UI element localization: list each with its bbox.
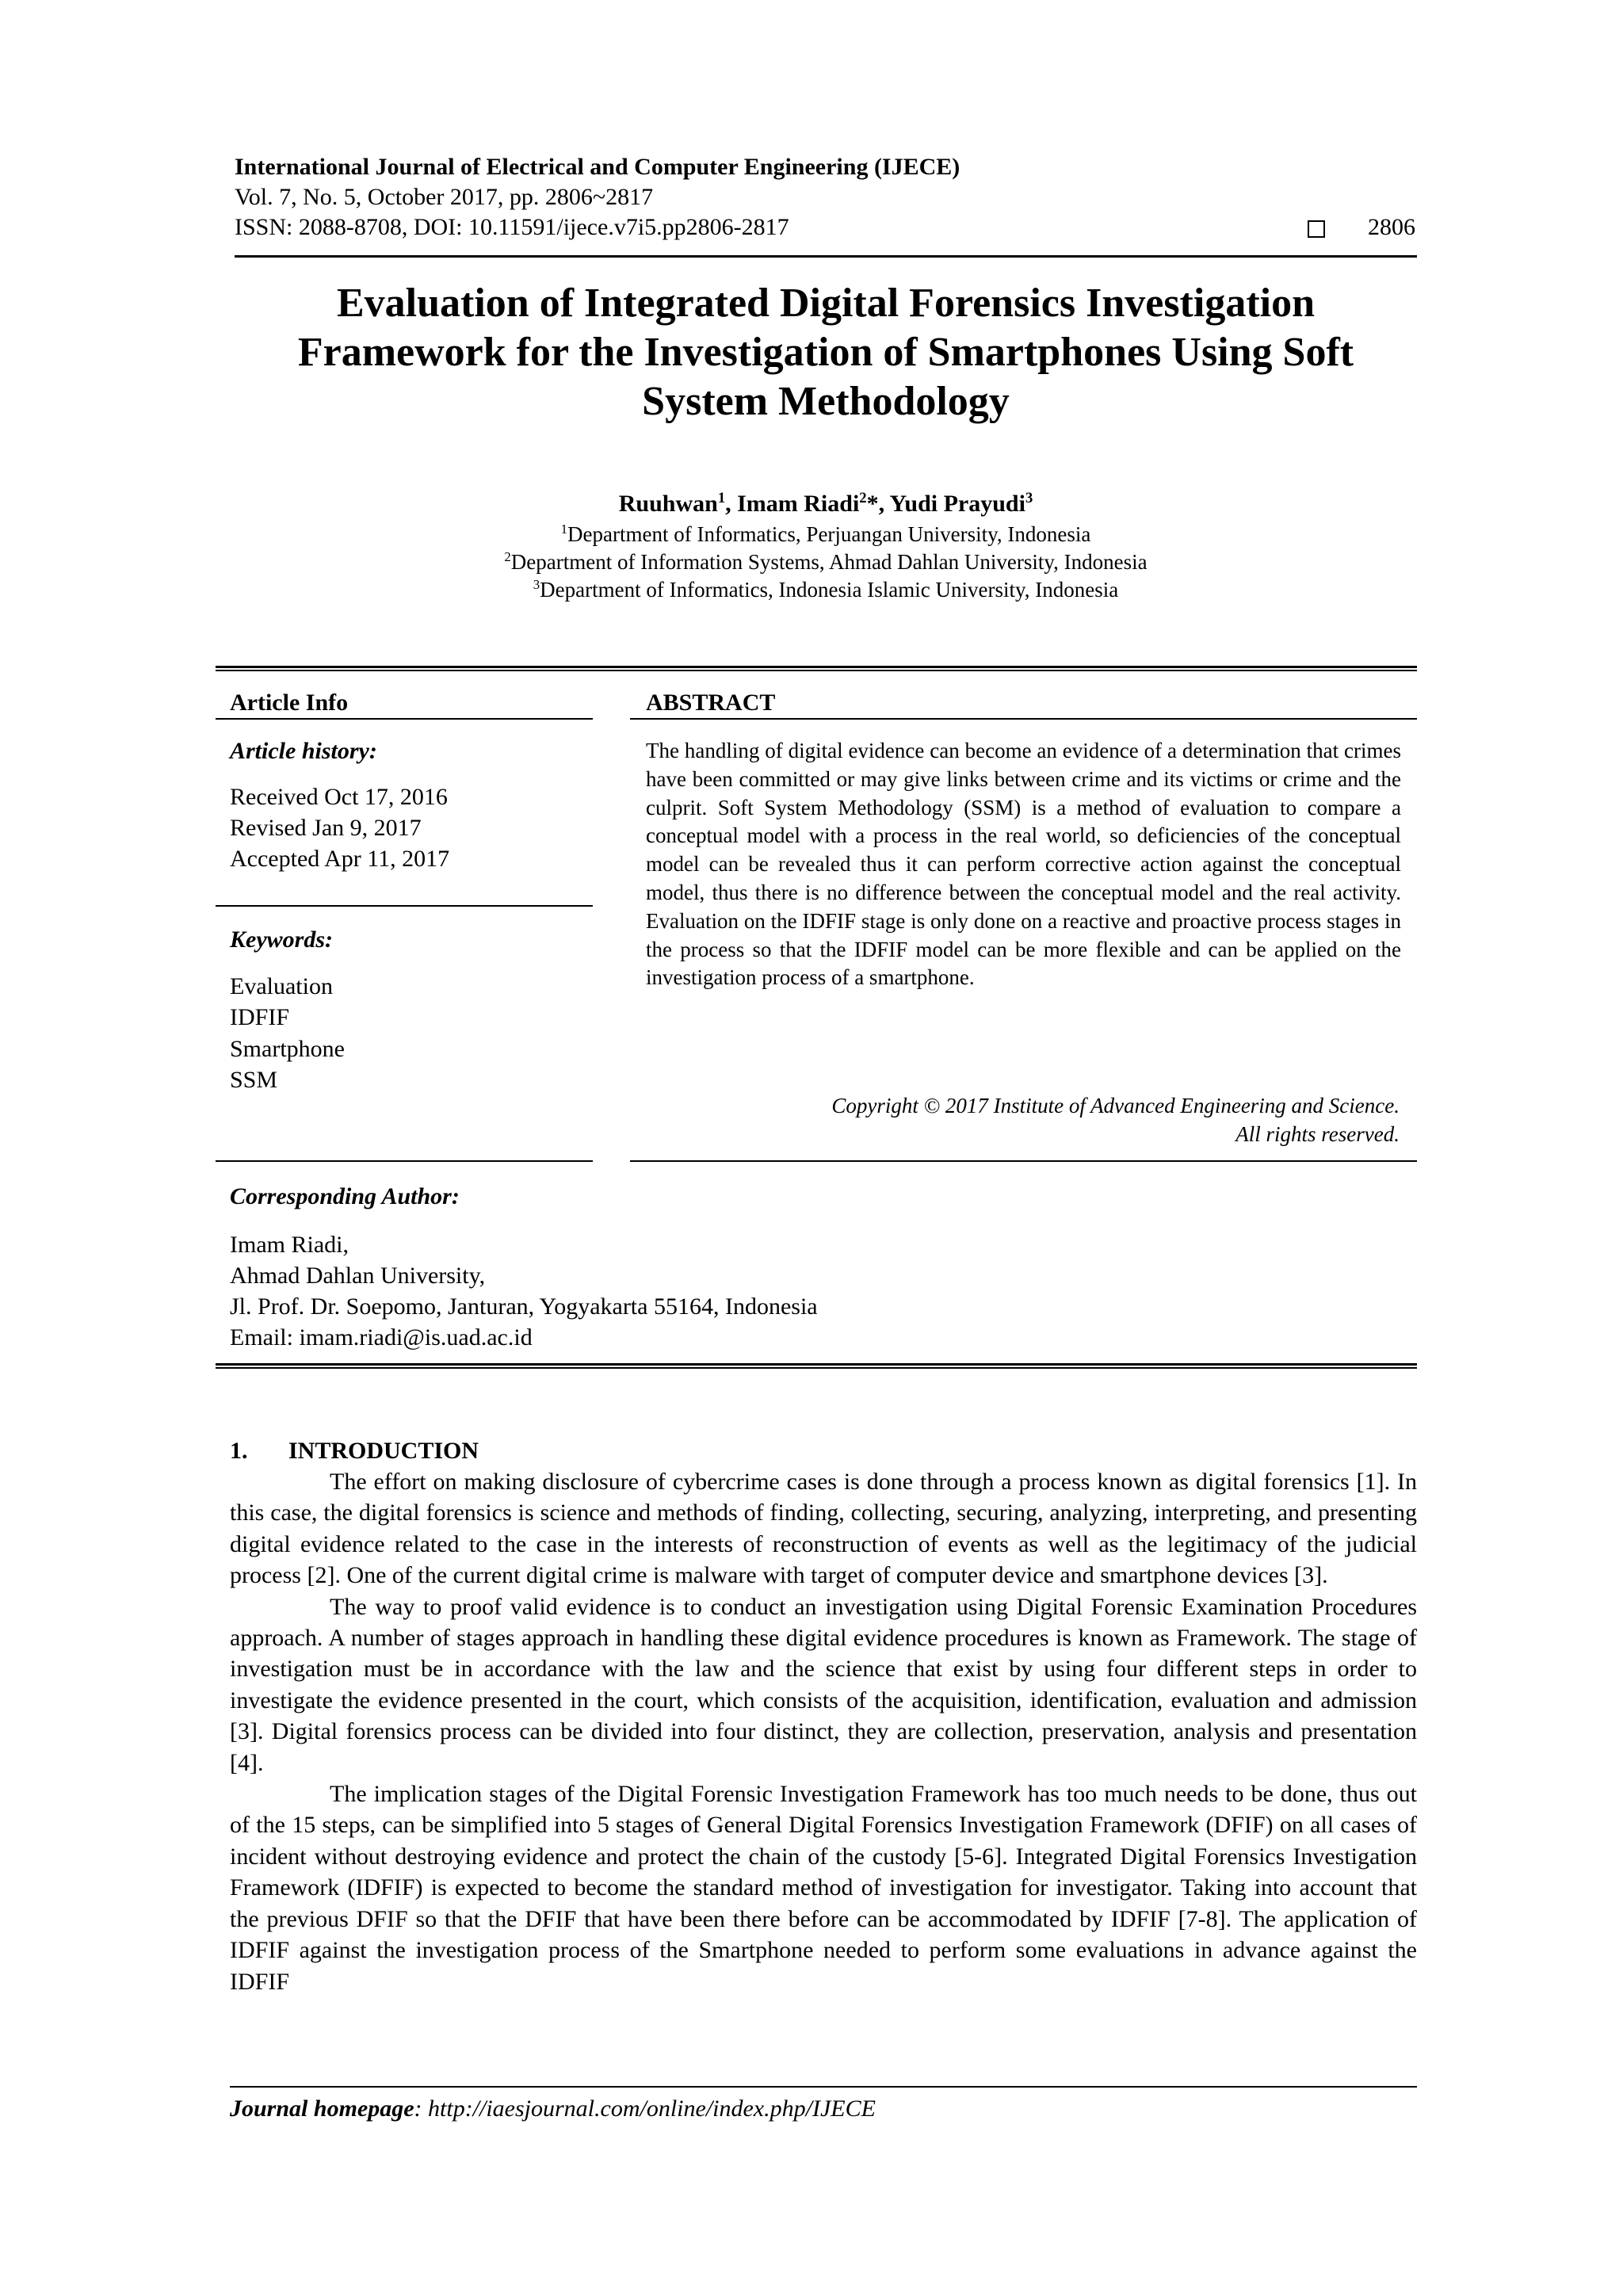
- affiliation: [235, 548, 1417, 575]
- paragraph: The effort on making disclosure of cybercrime cases is done through a process known as digital forensics [1]. In this case, the digital forensics is science and methods of finding, collecting, securing, analyzing, interpreting, and presenting digital evidence related to the case in the interests of reconstruction of events as well as the legitimacy of the judicial process [2]. One of the current digital crime is malware with target of computer device and smartphone devices [3].: [230, 1469, 1417, 1589]
- keywords-rule: [216, 1160, 593, 1162]
- article-info-rule: [216, 718, 593, 720]
- author-name: Imam Riadi: [737, 491, 860, 517]
- title-line: System Methodology: [642, 379, 1010, 424]
- revised-date: Revised Jan 9, 2017: [230, 815, 422, 841]
- footer-label: Journal homepage: [230, 2095, 414, 2122]
- keyword-item: SSM: [230, 1067, 278, 1093]
- author-sup: 1: [717, 490, 726, 506]
- title-line: Evaluation of Integrated Digital Forensics Investigation: [336, 281, 1316, 326]
- history-rule: [216, 905, 593, 907]
- corresponding-name: Imam Riadi,: [230, 1232, 349, 1258]
- author-sep: *,: [866, 491, 890, 517]
- section-heading-introduction: [230, 1436, 479, 1466]
- affiliation-text: Department of Informatics, Perjuangan University, Indonesia: [567, 522, 1091, 546]
- header-rule: [235, 255, 1417, 258]
- affiliation-text: Department of Information Systems, Ahmad Dahlan University, Indonesia: [510, 550, 1148, 574]
- abstract-rule: [630, 718, 1417, 720]
- footer-url[interactable]: : http://iaesjournal.com/online/index.php/IJECE: [414, 2095, 876, 2122]
- title-line: Framework for the Investigation of Smartphones Using Soft: [297, 330, 1354, 375]
- author-sup: 3: [1025, 490, 1033, 506]
- affiliation: [235, 576, 1417, 603]
- issn-doi: ISSN: 2088-8708, DOI: 10.11591/ijece.v7i5.pp2806-2817: [235, 214, 789, 240]
- abstract-heading: ABSTRACT: [646, 690, 776, 716]
- abstract-text: The handling of digital evidence can become an evidence of a determination that crimes have been committed or may give links between crime and its victims or crime and the culprit. Soft System Methodology (SSM) is a method of evaluation to compare a conceptual model with a process in the real world, so deficiencies of the conceptual model can be revealed thus it can perform corrective action against the conceptual model, thus there is no difference between the conceptual model and the real activity. Evaluation on the IDFIF stage is only done on a reactive and proactive process stages in the process so that the IDFIF model can be more flexible and can be applied on the investigation process of a smartphone.: [646, 739, 1401, 990]
- accepted-date: Accepted Apr 11, 2017: [230, 846, 450, 872]
- keywords-label: Keywords:: [230, 926, 333, 953]
- author-name: Ruuhwan: [618, 491, 718, 517]
- corresponding-institution: Ahmad Dahlan University,: [230, 1263, 486, 1289]
- paragraph: The way to proof valid evidence is to conduct an investigation using Digital Forensic Examination Procedures approach. A number of stages approach in handling these digital evidence procedures is known as Framework. The stage of investigation must be in accordance with the law and the science that exist by using four different steps in order to investigate the evidence presented in the court, which consists of the acquisition, identification, evaluation and admission [3]. Digital forensics process can be divided into four distinct, they are collection, preservation, analysis and presentation [4].: [230, 1593, 1417, 1776]
- page-number: 2806: [1368, 214, 1415, 240]
- section-number: 1.: [230, 1438, 248, 1464]
- square-box-icon: [1308, 220, 1325, 238]
- footer-rule: [230, 2086, 1417, 2088]
- journal-homepage: [230, 2094, 876, 2124]
- affiliation: [235, 521, 1417, 548]
- author-sep: ,: [725, 491, 738, 517]
- received-date: Received Oct 17, 2016: [230, 784, 448, 810]
- journal-name: International Journal of Electrical and Computer Engineering (IJECE): [235, 154, 960, 180]
- keyword-item: Evaluation: [230, 973, 333, 999]
- keyword-item: IDFIF: [230, 1004, 290, 1030]
- corresponding-author-label: Corresponding Author:: [230, 1183, 460, 1209]
- info-box-top-rule: [216, 666, 1417, 671]
- info-box-bottom-rule: [216, 1363, 1417, 1369]
- paper-title: [235, 279, 1417, 426]
- affiliation-text: Department of Informatics, Indonesia Islamic University, Indonesia: [540, 578, 1119, 602]
- article-history-label: Article history:: [230, 738, 377, 764]
- volume-info: Vol. 7, No. 5, October 2017, pp. 2806~2817: [235, 184, 654, 210]
- copyright-notice: [831, 1091, 1400, 1148]
- copyright-line: Copyright © 2017 Institute of Advanced Engineering and Science.: [831, 1094, 1400, 1117]
- corresponding-address: Jl. Prof. Dr. Soepomo, Janturan, Yogyakarta 55164, Indonesia: [230, 1293, 818, 1320]
- introduction-body: [230, 1466, 1417, 1997]
- paragraph: The implication stages of the Digital Forensic Investigation Framework has too much needs to be done, thus out of the 15 steps, can be simplified into 5 stages of General Digital Forensics Investigation Framework (DFIF) on all cases of incident without destroying evidence and protect the chain of the custody [5-6]. Integrated Digital Forensics Investigation Framework (IDFIF) is expected to become the standard method of investigation for investigator. Taking into account that the previous DFIF so that the DFIF that have been there before can be accommodated by IDFIF [7-8]. The application of IDFIF against the investigation process of the Smartphone needed to perform some evaluations in advance against the IDFIF: [230, 1781, 1417, 1995]
- author-name: Yudi Prayudi: [889, 491, 1025, 517]
- keyword-item: Smartphone: [230, 1036, 345, 1062]
- author-list: [235, 489, 1417, 519]
- article-info-heading: Article Info: [230, 690, 349, 716]
- abstract-bottom-rule: [630, 1160, 1417, 1162]
- copyright-line: All rights reserved.: [1235, 1122, 1400, 1146]
- affiliation-sup: 2: [504, 549, 511, 564]
- section-title: INTRODUCTION: [288, 1438, 479, 1464]
- affiliation-sup: 1: [560, 521, 568, 537]
- corresponding-email: Email: imam.riadi@is.uad.ac.id: [230, 1324, 533, 1350]
- affiliation-sup: 3: [533, 577, 540, 592]
- author-sup: 2: [859, 490, 867, 506]
